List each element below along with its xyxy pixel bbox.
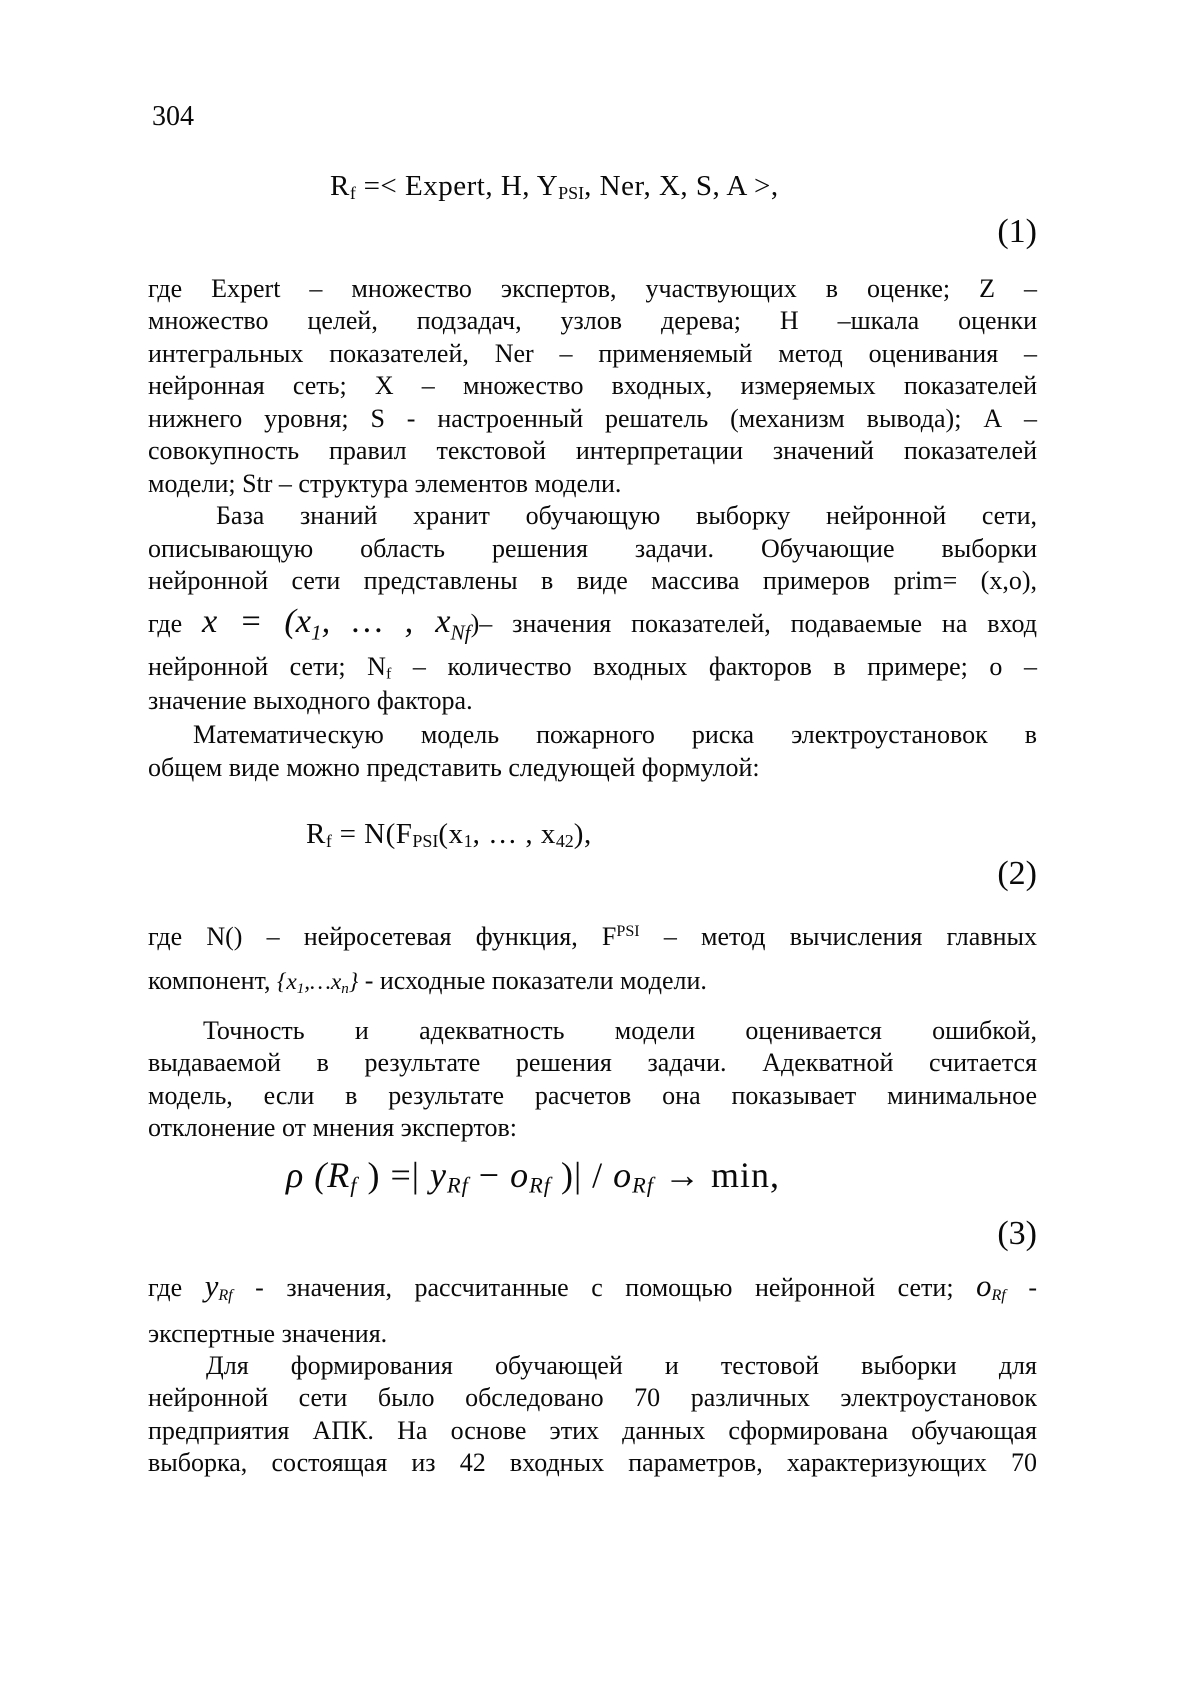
para-d-line-2-run: }: [348, 969, 359, 995]
para-e-line-4-run: отклонение от мнения экспертов:: [148, 1113, 517, 1142]
para-a-line-1: [148, 272, 1037, 305]
formula-3-run: Rf: [446, 1172, 469, 1198]
para-a-line-3: [148, 337, 1037, 370]
formula-1-run: , Ner, X, S, A >,: [584, 170, 779, 202]
para-e-line-2: [148, 1046, 1037, 1079]
para-c-line-2-run: общем виде можно представить следующей формулой:: [148, 753, 760, 782]
para-a-line-3-run: интегральных показателей, Ner – применяемый метод оценивания –: [148, 339, 1037, 368]
para-g-line-3-run: предприятия АПК. На основе этих данных сформирована обучающая: [148, 1416, 1037, 1445]
para-b-line-6-run: значение выходного фактора.: [148, 686, 473, 715]
page-number-run: 304: [152, 101, 194, 132]
para-b-line-3-run: нейронной сети представлены в виде массива примеров prim= (x,o),: [148, 566, 1037, 595]
formula-2-run: 1: [463, 830, 473, 851]
para-f-line-2: [148, 1317, 1037, 1350]
para-b-line-4-run: 1: [311, 620, 322, 645]
para-b-line-4: [148, 598, 1037, 655]
para-d-line-2-run: ,…x: [304, 969, 342, 995]
formula-3-run: f: [350, 1172, 358, 1198]
para-b-line-1-run: База знаний хранит обучающую выборку нейронной сети,: [216, 501, 1037, 530]
page-number: [148, 100, 1041, 134]
para-b-line-4-run: Nf: [450, 620, 471, 645]
para-f-line-1-run: o: [976, 1269, 992, 1303]
para-g-line-2-run: нейронной сети было обследовано 70 различных электроустановок: [148, 1383, 1037, 1412]
para-a-line-1-run: где Expert – множество экспертов, участвующих в оценке; Z –: [148, 274, 1037, 303]
formula-2-run: R: [306, 818, 326, 850]
para-b-line-5-run: нейронной сети; N: [148, 652, 386, 681]
formula-3-run: o: [613, 1155, 633, 1195]
formula-3-number-run: (3): [997, 1215, 1037, 1252]
formula-1-number: [148, 210, 1037, 254]
para-a-line-7-run: модели; Str – структура элементов модели.: [148, 469, 622, 498]
para-a-line-4-run: нейронная сеть; Х – множество входных, измеряемых показателей: [148, 371, 1037, 400]
para-e-line-3-run: модель, если в результате расчетов она показывает минимальное: [148, 1081, 1037, 1110]
para-e-line-4: [148, 1111, 1037, 1144]
para-e-line-3: [148, 1079, 1037, 1112]
formula-3-run: → min,: [654, 1155, 781, 1195]
para-e-line-2-run: выдаваемой в результате решения задачи. Адекватной считается: [148, 1048, 1037, 1077]
para-c-line-2: [148, 751, 1037, 784]
para-d-line-2-run: n: [341, 981, 349, 998]
para-d-line-2-run: {x: [276, 969, 297, 995]
para-d-line-1-run: – метод вычисления главных: [639, 921, 1037, 951]
para-b-line-5-run: – количество входных факторов в примере; о –: [391, 652, 1037, 681]
para-a-line-4: [148, 369, 1037, 402]
formula-3-run: (R: [314, 1155, 351, 1195]
formula-3-run: ) =|: [357, 1155, 430, 1195]
formula-2-run: f: [325, 830, 332, 851]
para-b-line-4-run: где: [148, 609, 203, 638]
formula-2-number-run: (2): [997, 855, 1037, 892]
para-f-line-1-run: y: [204, 1269, 219, 1303]
para-a-line-2-run: множество целей, подзадач, узлов дерева; Н –шкала оценки: [148, 306, 1037, 335]
formula-2-number: [148, 852, 1037, 896]
para-d-line-2-run: компонент,: [148, 966, 277, 995]
para-d-line-2: [148, 964, 1037, 1006]
formula-2-run: PSI: [412, 830, 439, 851]
formula-3-run: ρ: [286, 1155, 315, 1195]
para-b-line-4-run: )– значения показателей, подаваемые на вход: [470, 609, 1038, 638]
formula-1-number-run: (1): [997, 213, 1037, 250]
para-b-line-6: [148, 684, 1037, 717]
para-b-line-1: [148, 499, 1037, 532]
para-f-line-1-run: Rf: [991, 1287, 1006, 1305]
para-a-line-7: [148, 467, 1037, 500]
formula-1-run: f: [349, 182, 356, 203]
para-b-line-4-run: x = (x: [202, 602, 311, 640]
formula-3-number: [148, 1212, 1037, 1256]
para-a-line-5-run: нижнего уровня; S - настроенный решатель (механизм вывода); А –: [148, 404, 1037, 433]
para-f-line-1-run: - значения, рассчитанные с помощью нейронной сети;: [232, 1273, 977, 1302]
para-g-line-3: [148, 1414, 1037, 1447]
formula-2-run: 42: [555, 830, 574, 851]
para-f-line-1: [148, 1266, 1037, 1316]
formula-2-run: = N(F: [331, 818, 413, 850]
para-b-line-3: [148, 564, 1037, 597]
formula-1: [148, 166, 1200, 213]
para-a-line-6-run: совокупность правил текстовой интерпретации значений показателей: [148, 436, 1037, 465]
para-f-line-2-run: экспертные значения.: [148, 1319, 388, 1348]
formula-3-run: Rf: [632, 1172, 654, 1198]
para-d-line-1-run: PSI: [616, 923, 640, 940]
formula-2-run: ),: [573, 818, 592, 850]
para-g-line-1: [148, 1349, 1037, 1382]
para-d-line-2-run: 1: [296, 981, 305, 998]
formula-2-run: , … , x: [472, 818, 556, 850]
para-a-line-5: [148, 402, 1037, 435]
para-c-line-1: [148, 718, 1037, 751]
text-column: [148, 0, 1037, 1703]
para-d-line-1: [148, 915, 1037, 953]
para-b-line-5-run: f: [385, 665, 392, 683]
formula-3-run: )| /: [550, 1155, 614, 1195]
formula-3-run: o: [510, 1155, 530, 1195]
formula-3-run: −: [468, 1155, 511, 1195]
para-b-line-2: [148, 532, 1037, 565]
para-a-line-6: [148, 434, 1037, 467]
para-f-line-1-run: -: [1005, 1273, 1037, 1302]
formula-1-run: =< Expert, H, Y: [355, 170, 559, 202]
formula-3-run: Rf: [529, 1172, 551, 1198]
formula-3-run: y: [429, 1155, 447, 1195]
para-g-line-2: [148, 1381, 1037, 1414]
para-d-line-1-run: где N() – нейросетевая функция, F: [148, 921, 617, 951]
para-a-line-2: [148, 304, 1037, 337]
para-g-line-4: [148, 1446, 1037, 1479]
formula-2-run: (x: [438, 818, 464, 850]
para-e-line-1: [148, 1014, 1037, 1047]
para-g-line-4-run: выборка, состоящая из 42 входных параметров, характеризующих 70: [148, 1448, 1037, 1477]
para-f-line-1-run: Rf: [218, 1287, 233, 1305]
para-d-line-2-run: - исходные показатели модели.: [358, 966, 707, 995]
para-c-line-1-run: Математическую модель пожарного риска электроустановок в: [193, 720, 1037, 749]
formula-1-run: R: [330, 170, 350, 202]
formula-1-run: PSI: [558, 182, 585, 203]
para-f-line-1-run: где: [148, 1273, 205, 1302]
para-g-line-1-run: Для формирования обучающей и тестовой выборки для: [206, 1351, 1037, 1380]
para-b-line-2-run: описывающую область решения задачи. Обучающие выборки: [148, 534, 1037, 563]
formula-3: [148, 1150, 1175, 1211]
para-b-line-4-run: , … , x: [321, 602, 451, 640]
para-e-line-1-run: Точность и адекватность модели оценивается ошибкой,: [203, 1016, 1037, 1045]
